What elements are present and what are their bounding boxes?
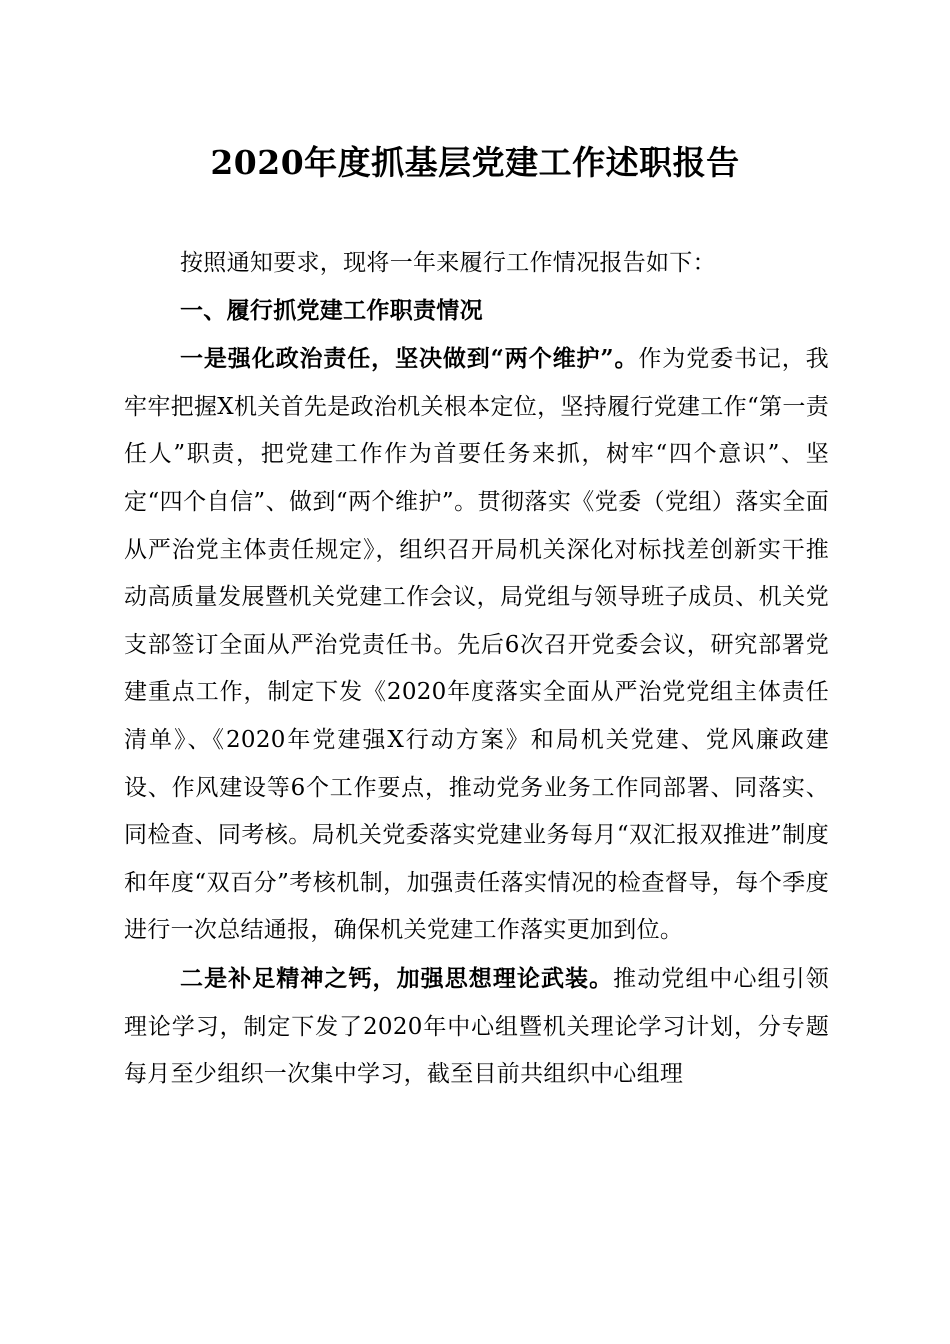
document-body [124, 240, 829, 1099]
paragraph-2-body: 推动党组中心组引领理论学习，制定下发了2020年中心组暨机关理论学习计划，分专题每月至少组织一次集中学习，截至目前共组织中心组理 [124, 965, 829, 1088]
paragraph-1-lead: 一是强化政治责任，坚决做到“两个维护”。 [180, 345, 639, 373]
section-heading: 一、履行抓党建工作职责情况 [180, 297, 483, 324]
paragraph-1-body: 作为党委书记，我牢牢把握X机关首先是政治机关根本定位，坚持履行党建工作“第一责任人”职责，把党建工作作为首要任务来抓，树牢“四个意识”、坚定“四个自信”、做到“两个维护”。贯彻落实《党委（党组）落实全面从严治党主体责任规定》，组织召开局机关深化对标找差创新实干推动高质量发展暨机关党建工作会议，局党组与领导班子成员、机关党支部签订全面从严治党责任书。先后6次召开党委会议，研究部署党建重点工作，制定下发《2020年度落实全面从严治党党组主体责任清单》、《2020年党建强X行动方案》和局机关党建、党风廉政建设、作风建设等6个工作要点，推动党务业务工作同部署、同落实、同检查、同考核。局机关党委落实党建业务每月“双汇报双推进”制度和年度“双百分”考核机制，加强责任落实情况的检查督导，每个季度进行一次总结通报，确保机关党建工作落实更加到位。 [124, 346, 829, 944]
document-title: 2020年度抓基层党建工作述职报告 [210, 143, 740, 182]
paragraph-2 [124, 955, 829, 1099]
paragraph-2-lead: 二是补足精神之钙，加强思想理论武装。 [180, 964, 614, 992]
intro-paragraph: 按照通知要求，现将一年来履行工作情况报告如下： [180, 250, 716, 276]
paragraph-1 [124, 335, 829, 955]
